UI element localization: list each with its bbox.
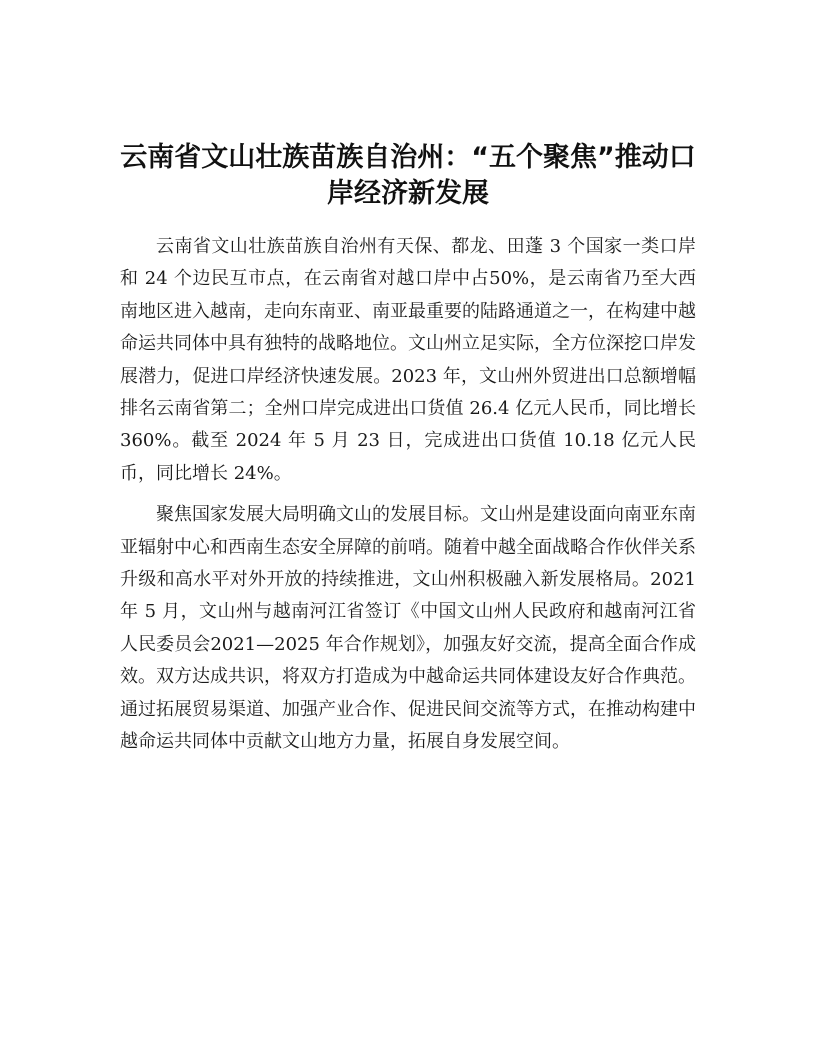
paragraph-focus-national-strategy: 聚焦国家发展大局明确文山的发展目标。文山州是建设面向南亚东南亚辐射中心和西南生态安全屏障的前哨。随着中越全面战略合作伙伴关系升级和高水平对外开放的持续推进，文山州积极融入新发展格局。2021 年 5 月，文山州与越南河江省签订《中国文山州人民政府和越南河江省人民委员会2021—2025 年合作规划》，加强友好交流，提高全面合作成效。双方达成共识，将双方打造成为中越命运共同体建设友好合作典范。通过拓展贸易渠道、加强产业合作、促进民间交流等方式，在推动构建中越命运共同体中贡献文山地方力量，拓展自身发展空间。 xyxy=(120,504,696,753)
document-body xyxy=(120,231,696,759)
document-title: 云南省文山壮族苗族自治州：“五个聚焦”推动口岸经济新发展 xyxy=(120,142,696,209)
paragraph-overview: 云南省文山壮族苗族自治州有天保、都龙、田蓬 3 个国家一类口岸和 24 个边民互市点，在云南省对越口岸中占50%，是云南省乃至大西南地区进入越南，走向东南亚、南亚最重要的陆路通道之一，在构建中越命运共同体中具有独特的战略地位。文山州立足实际，全方位深挖口岸发展潜力，促进口岸经济快速发展。2023 年，文山州外贸进出口总额增幅排名云南省第二；全州口岸完成进出口货值 26.4 亿元人民币，同比增长 360%。截至 2024 年 5 月 23 日，完成进出口货值 10.18 亿元人民币，同比增长 24%。 xyxy=(120,236,696,484)
